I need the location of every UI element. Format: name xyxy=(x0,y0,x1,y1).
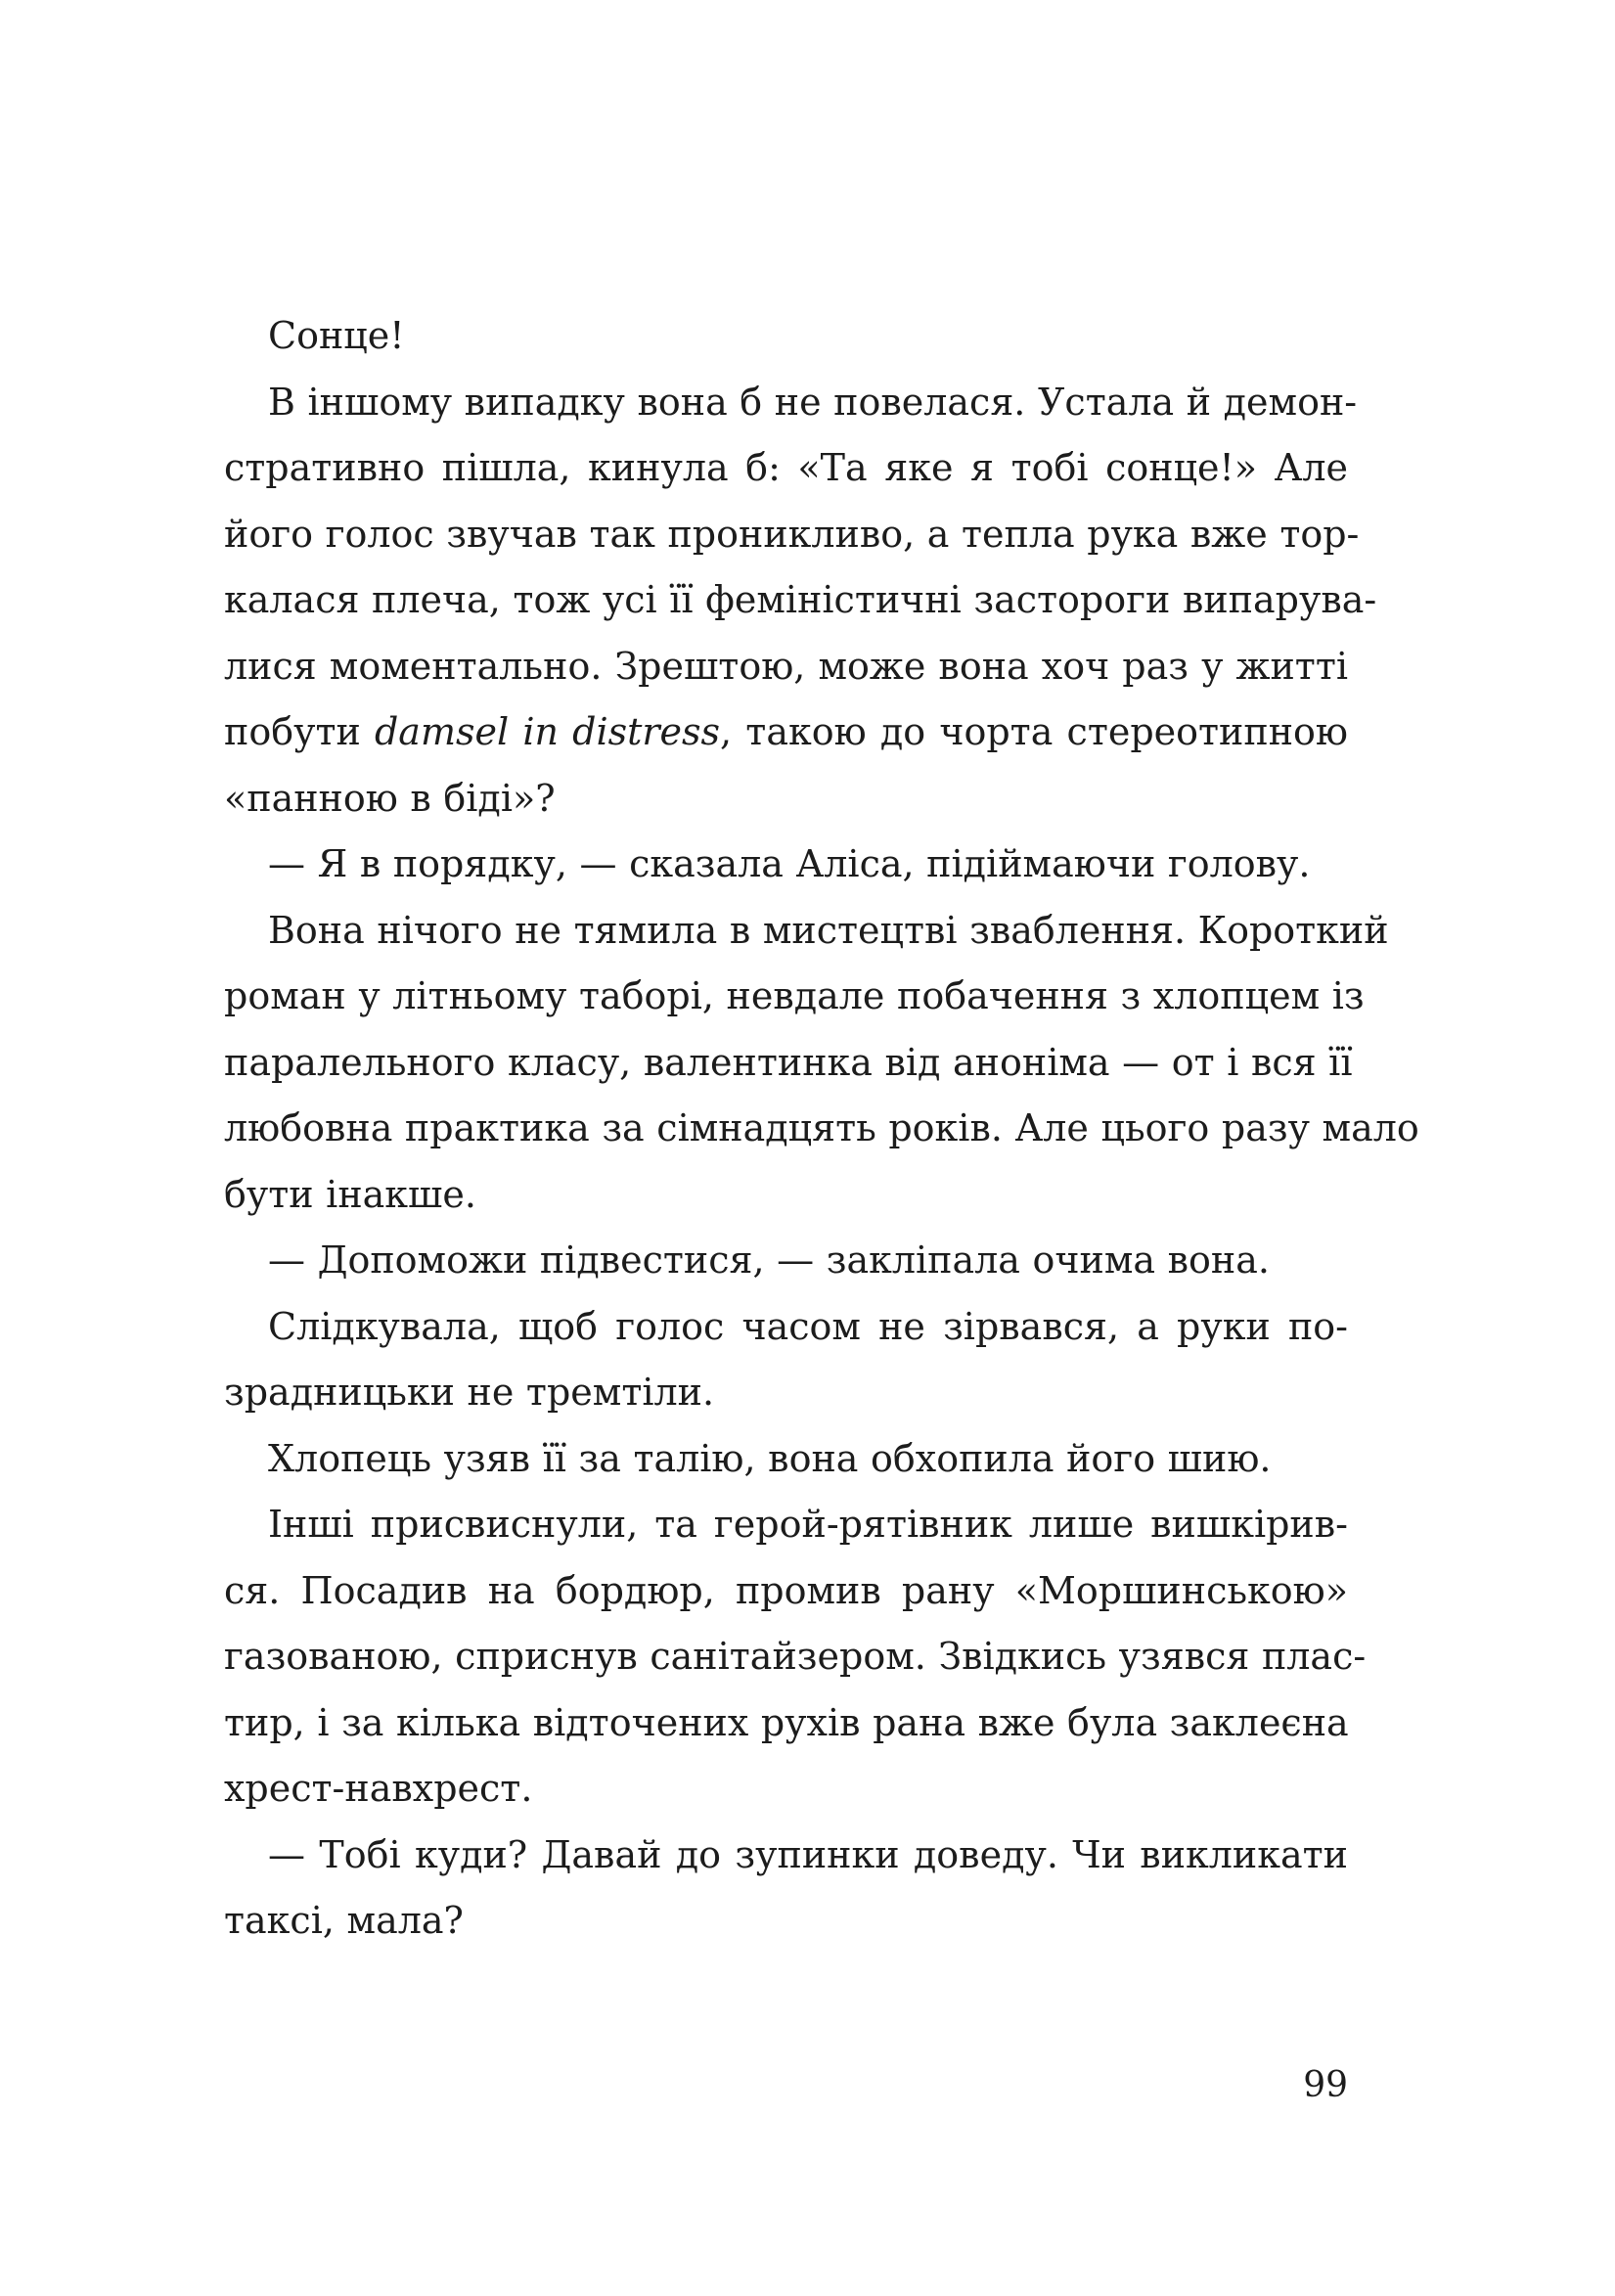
text-line: газованою, сприснув санітайзером. Звідкись узявся плас- xyxy=(224,1635,1367,1678)
text-line: — Допоможи підвестися, — закліпала очима вона. xyxy=(268,1238,1270,1282)
text-line: паралельного класу, валентинка від аноніма — от і вся її xyxy=(224,1040,1353,1084)
text-line: Слідкувала, щоб голос часом не зірвався, а руки по- xyxy=(268,1304,1348,1348)
text-line: — Я в порядку, — сказала Аліса, підіймаючи голову. xyxy=(268,842,1311,885)
text-line: Хлопець узяв її за талію, вона обхопила його шию. xyxy=(268,1436,1272,1480)
text-line-with-italic xyxy=(224,699,1348,766)
text-line: ся. Посадив на бордюр, промив рану «Моршинською» xyxy=(224,1568,1348,1612)
text-line: лися моментально. Зрештою, може вона хоч раз у житті xyxy=(224,644,1348,688)
text-line: — Тобі куди? Давай до зупинки доведу. Чи викликати xyxy=(268,1832,1348,1876)
text-line: тир, і за кілька відточених рухів рана вже була заклеєна xyxy=(224,1700,1349,1744)
text-line: роман у літньому таборі, невдале побачення з хлопцем із xyxy=(224,974,1365,1017)
text-line: таксі, мала? xyxy=(224,1899,464,1942)
text-segment: побути xyxy=(224,710,375,753)
text-line: «панною в біді»? xyxy=(224,776,556,820)
body-text xyxy=(224,303,1419,1955)
text-line: бути інакше. xyxy=(224,1172,476,1216)
text-line: його голос звучав так проникливо, а тепла рука вже тор- xyxy=(224,512,1360,556)
text-line: В іншому випадку вона б не повелася. Устала й демон- xyxy=(268,380,1358,424)
text-line: Вона нічого не тямила в мистецтві зваблення. Короткий xyxy=(268,908,1389,952)
text-line: любовна практика за сімнадцять років. Але цього разу мало xyxy=(224,1106,1419,1149)
text-line: хрест-навхрест. xyxy=(224,1767,533,1810)
italic-phrase: damsel in distress xyxy=(374,710,721,753)
text-segment: , такою до чорта стереотипною xyxy=(720,710,1348,753)
text-line: калася плеча, тож усі її феміністичні застороги випарува- xyxy=(224,578,1377,621)
text-line: Сонце! xyxy=(268,314,405,357)
page-number: 99 xyxy=(1303,2065,1348,2105)
text-line: зрадницьки не тремтіли. xyxy=(224,1371,715,1414)
text-line: стративно пішла, кинула б: «Та яке я тобі сонце!» Але xyxy=(224,446,1348,489)
text-line: Інші присвиснули, та герой-рятівник лише вишкірив- xyxy=(268,1503,1348,1546)
